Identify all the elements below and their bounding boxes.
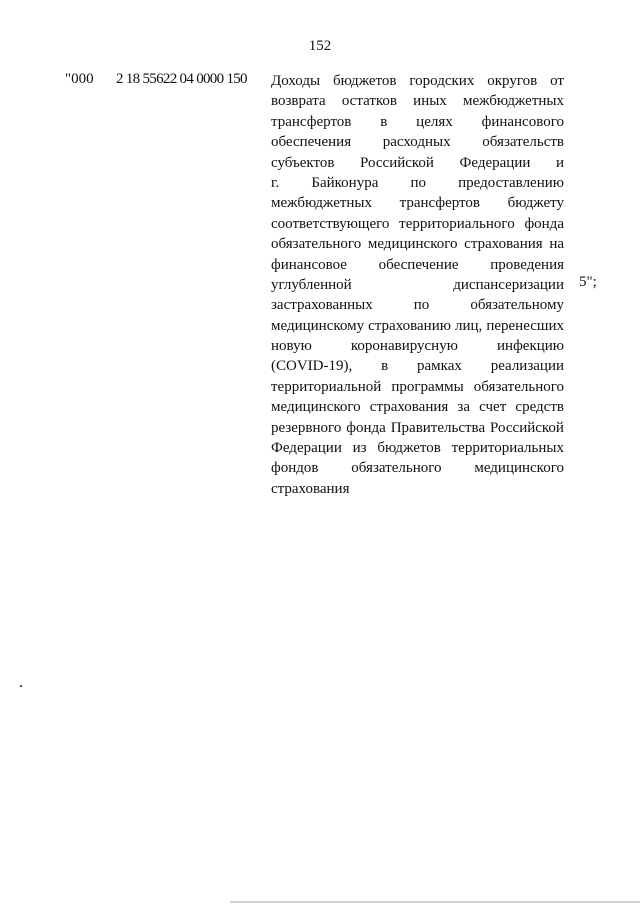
scan-bottom-edge	[230, 901, 640, 903]
description-word: и	[555, 154, 564, 171]
description-word: на	[549, 236, 564, 253]
description-word: возврата	[271, 93, 326, 110]
description-word: обязательного	[271, 236, 362, 253]
description-word: медицинского	[271, 399, 361, 416]
description-word: застрахованных	[271, 297, 373, 314]
description-word: Доходы	[271, 73, 321, 89]
description-word: резервного	[271, 419, 342, 436]
description-word: территориальных	[451, 440, 564, 457]
page-number: 152	[308, 38, 332, 54]
description-word: обязательств	[482, 134, 564, 151]
description-word: рамках	[416, 358, 462, 375]
description-word: финансовое	[271, 256, 347, 273]
description-word: субъектов	[271, 154, 335, 171]
description-word: межбюджетных	[271, 195, 373, 212]
description-word: расходных	[382, 134, 451, 151]
description-word: обеспечение	[378, 256, 459, 273]
description-line	[271, 438, 564, 458]
description-word: трансфертов	[399, 195, 480, 212]
description-word: за	[457, 399, 471, 416]
description-line	[271, 479, 564, 499]
description-line	[271, 132, 564, 152]
description-word: проведения	[490, 256, 564, 273]
row-amount: 5";	[579, 274, 597, 290]
description-word: в	[380, 113, 388, 130]
description-line	[271, 377, 564, 397]
description-word: Байконура	[311, 174, 379, 191]
description-word: инфекцию	[497, 338, 564, 355]
row-prefix: "000	[65, 71, 94, 87]
description-line	[271, 295, 564, 315]
description-word: фонда	[524, 215, 564, 232]
description-word: территориальной	[271, 378, 382, 395]
description-word: фонда	[346, 419, 386, 436]
description-line	[271, 91, 564, 111]
description-word: из	[352, 440, 367, 457]
description-word: страхования	[271, 480, 350, 497]
scan-artifact	[20, 685, 22, 687]
description-line	[271, 112, 564, 132]
description-word: страхования	[464, 236, 543, 253]
description-word: фондов	[271, 460, 319, 477]
description-word: (COVID-19),	[271, 358, 353, 375]
description-word: обязательного	[351, 460, 442, 477]
description-word: городских	[409, 73, 475, 89]
description-word: страхования	[369, 399, 449, 416]
description-word: от	[550, 73, 564, 89]
description-line	[271, 173, 564, 193]
description-line	[271, 275, 564, 295]
income-description	[271, 71, 564, 499]
description-line	[271, 458, 564, 478]
description-line	[271, 397, 564, 417]
description-word: обязательного	[473, 378, 564, 395]
description-line	[271, 153, 564, 173]
description-word: бюджету	[507, 195, 564, 212]
description-word: диспансеризации	[453, 276, 564, 293]
description-word: страхованию	[368, 317, 451, 334]
description-word: счет	[479, 399, 507, 416]
description-word: лиц,	[454, 317, 483, 334]
description-word: Правительства	[390, 419, 486, 436]
description-word: Федерации	[271, 440, 342, 457]
description-word: Федерации	[459, 154, 531, 171]
description-word: медицинского	[474, 460, 564, 477]
description-line	[271, 214, 564, 234]
description-line	[271, 418, 564, 438]
description-word: иных	[413, 93, 447, 110]
description-word: обеспечения	[271, 134, 352, 151]
description-word: Российской	[360, 154, 434, 171]
description-word: соответствующего	[271, 215, 390, 232]
description-word: остатков	[341, 93, 398, 110]
description-word: трансфертов	[271, 113, 352, 130]
description-word: целях	[416, 113, 453, 130]
description-word: медицинскому	[271, 317, 365, 334]
description-word: коронавирусную	[350, 338, 458, 355]
description-word: бюджетов	[377, 440, 441, 457]
description-line	[271, 193, 564, 213]
description-word: в	[381, 358, 389, 375]
description-word: округов	[487, 73, 538, 89]
description-word: по	[410, 174, 427, 191]
description-word: новую	[271, 338, 312, 355]
description-word: программы	[391, 378, 464, 395]
description-word: бюджетов	[332, 73, 397, 89]
description-word: медицинского	[367, 236, 458, 253]
description-line	[271, 255, 564, 275]
description-line	[271, 336, 564, 356]
description-word: средств	[515, 399, 564, 416]
description-word: реализации	[490, 358, 564, 375]
description-word: по	[413, 297, 430, 314]
description-word: углубленной	[271, 276, 352, 293]
description-word: Российской	[490, 419, 564, 436]
description-word: перенесших	[486, 317, 564, 334]
description-word: г.	[271, 174, 280, 191]
description-line	[271, 356, 564, 376]
description-word: предоставлению	[458, 174, 564, 191]
description-word: обязательному	[470, 297, 564, 314]
description-word: межбюджетных	[462, 93, 564, 110]
description-line	[271, 316, 564, 336]
description-line	[271, 71, 564, 91]
description-word: территориального	[399, 215, 515, 232]
budget-classification-code: 2 18 55622 04 0000 150	[116, 71, 247, 87]
description-word: финансового	[481, 113, 564, 130]
description-line	[271, 234, 564, 254]
